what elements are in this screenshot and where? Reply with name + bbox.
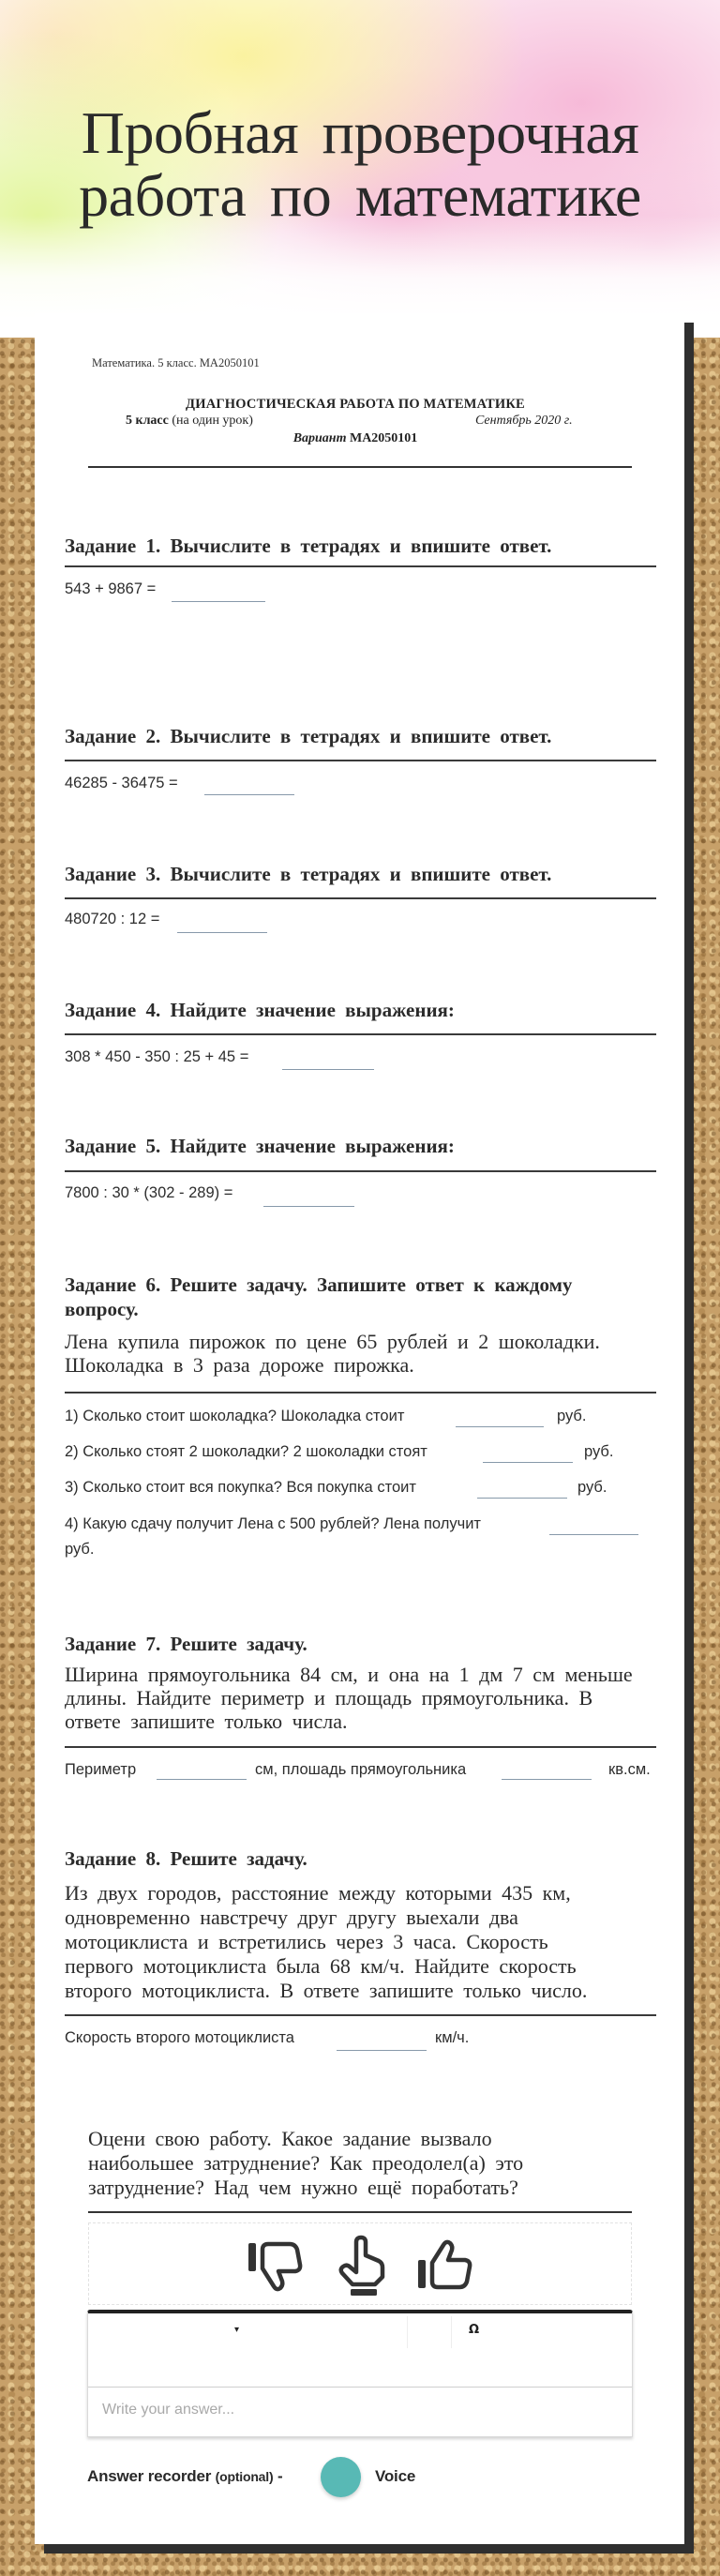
task-7-divider [65, 1746, 656, 1748]
doc-variant-label: Вариант [292, 431, 347, 445]
task-3-divider [65, 897, 656, 899]
task-1-answer-input[interactable] [172, 581, 265, 602]
task-5-heading: Задание 5. Найдите значение выражения: [65, 1135, 455, 1157]
task-4-divider [65, 1033, 656, 1035]
task-6-question-4: 4) Какую сдачу получит Лена с 500 рублей? Лена получит [65, 1515, 481, 1532]
answer-editor [87, 2310, 633, 2437]
task-6-question-4-input[interactable] [549, 1514, 638, 1535]
task-5-expression: 7800 : 30 * (302 - 289) = [65, 1184, 233, 1201]
special-characters-button[interactable]: Ω [469, 2323, 480, 2337]
task-1-divider [65, 565, 656, 567]
task-8-divider [65, 2014, 656, 2016]
task-7-perimeter-input[interactable] [157, 1759, 247, 1780]
reflection-line-2: наибольшее затруднение? Как преодолел(а) это [88, 2151, 524, 2175]
task-4-answer-input[interactable] [282, 1049, 374, 1070]
task-6-heading-line-1: Задание 6. Решите задачу. Запишите ответ к каждому [65, 1273, 573, 1296]
task-7-perimeter-label: Периметр [65, 1761, 137, 1778]
reflection-line-1: Оцени свою работу. Какое задание вызвало [88, 2127, 492, 2150]
doc-grade-bold: 5 класс [126, 414, 169, 428]
task-7-body-line-2: длины. Найдите периметр и площадь прямоугольника. В [65, 1686, 593, 1710]
task-6-question-3: 3) Сколько стоит вся покупка? Вся покупка стоит [65, 1479, 416, 1496]
task-2-heading: Задание 2. Вычислите в тетрадях и впишите ответ. [65, 725, 552, 747]
task-8-body-line-4: первого мотоциклиста была 68 км/ч. Найдите скорость [65, 1954, 577, 1978]
task-5-divider [65, 1170, 656, 1172]
task-3-answer-input[interactable] [177, 912, 267, 933]
task-7-perimeter-unit: см, плошадь прямоугольника [255, 1761, 467, 1778]
recorder-dash: - [277, 2467, 283, 2485]
toolbar-separator [407, 2316, 408, 2348]
task-7-body-line-3: ответе запишите только числа. [65, 1710, 348, 1733]
font-size-dropdown-caret-icon[interactable]: ▾ [234, 2325, 240, 2335]
doc-variant [35, 430, 676, 447]
doc-grade [126, 413, 253, 429]
task-3-heading: Задание 3. Вычислите в тетрадях и впишите ответ. [65, 863, 552, 885]
thumbs-down-icon[interactable] [247, 2239, 306, 2294]
doc-subject-line: Математика. 5 класс. МА2050101 [92, 356, 260, 369]
pointing-up-icon[interactable] [337, 2235, 387, 2297]
task-5-answer-input[interactable] [263, 1186, 354, 1207]
worksheet-card [35, 313, 684, 2544]
task-8-answer-unit: км/ч. [435, 2029, 470, 2046]
answer-recorder-label [87, 2466, 282, 2487]
page-title-line-2: работа по математике [79, 162, 641, 229]
task-6-question-1-unit: руб. [557, 1408, 587, 1424]
reflection-divider [88, 2211, 632, 2213]
task-7-heading: Задание 7. Решите задачу. [65, 1633, 308, 1655]
task-1-heading: Задание 1. Вычислите в тетрадях и впишите ответ. [65, 535, 552, 557]
task-8-body-line-2: одновременно навстречу друг другу выехали два [65, 1906, 518, 1929]
thumbs-up-icon[interactable] [416, 2237, 475, 2292]
task-6-heading-line-2: вопросу. [65, 1298, 139, 1320]
doc-date: Сентябрь 2020 г. [475, 414, 573, 428]
task-7-area-input[interactable] [502, 1759, 592, 1780]
recorder-title: Answer recorder [87, 2467, 212, 2485]
task-6-body-line-1: Лена купила пирожок по цене 65 рублей и 2 шоколадки. [65, 1330, 600, 1353]
task-2-answer-input[interactable] [204, 775, 294, 795]
voice-record-button[interactable] [321, 2457, 361, 2497]
page-title-line-1: Пробная проверочная [81, 99, 639, 166]
voice-label: Voice [375, 2467, 416, 2485]
doc-header-divider [88, 466, 632, 468]
task-8-answer-label: Скорость второго мотоциклиста [65, 2029, 294, 2046]
task-1-expression: 543 + 9867 = [65, 580, 157, 597]
task-8-heading: Задание 8. Решите задачу. [65, 1847, 308, 1870]
task-6-question-2-unit: руб. [584, 1443, 614, 1460]
task-6-question-3-input[interactable] [477, 1478, 567, 1499]
page-title [0, 101, 720, 227]
task-4-heading: Задание 4. Найдите значение выражения: [65, 999, 455, 1021]
task-6-question-2: 2) Сколько стоят 2 шоколадки? 2 шоколадки стоят [65, 1443, 428, 1460]
toolbar-separator [451, 2316, 452, 2348]
task-6-divider [65, 1392, 656, 1393]
task-2-expression: 46285 - 36475 = [65, 775, 178, 791]
doc-title: ДИАГНОСТИЧЕСКАЯ РАБОТА ПО МАТЕМАТИКЕ [186, 397, 525, 412]
doc-variant-code: МА2050101 [349, 431, 418, 445]
task-6-question-2-input[interactable] [483, 1442, 573, 1463]
task-4-expression: 308 * 450 - 350 : 25 + 45 = [65, 1048, 249, 1065]
task-7-body-line-1: Ширина прямоугольника 84 см, и она на 1 дм 7 см меньше [65, 1663, 633, 1686]
task-6-question-1-input[interactable] [456, 1407, 544, 1427]
task-8-body-line-1: Из двух городов, расстояние между которыми 435 км, [65, 1881, 571, 1905]
task-7-area-unit: кв.см. [608, 1761, 651, 1778]
reflection-line-3: затруднение? Над чем нужно ещё поработать? [88, 2176, 518, 2199]
task-8-body-line-5: второго мотоциклиста. В ответе запишите только число. [65, 1979, 588, 2002]
doc-grade-note: (на один урок) [172, 414, 253, 428]
task-3-expression: 480720 : 12 = [65, 911, 160, 927]
task-8-body-line-3: мотоциклиста и встретились через 3 часа. Скорость [65, 1930, 548, 1953]
task-6-question-3-unit: руб. [578, 1479, 608, 1496]
task-6-body-line-2: Шоколадка в 3 раза дороже пирожка. [65, 1353, 414, 1377]
recorder-optional-note: (optional) [215, 2469, 274, 2484]
task-8-answer-input[interactable] [337, 2030, 427, 2051]
task-6-question-1: 1) Сколько стоит шоколадка? Шоколадка стоит [65, 1408, 405, 1424]
task-2-divider [65, 760, 656, 761]
task-6-question-4-unit: руб. [65, 1541, 95, 1558]
answer-textarea[interactable] [88, 2388, 632, 2437]
